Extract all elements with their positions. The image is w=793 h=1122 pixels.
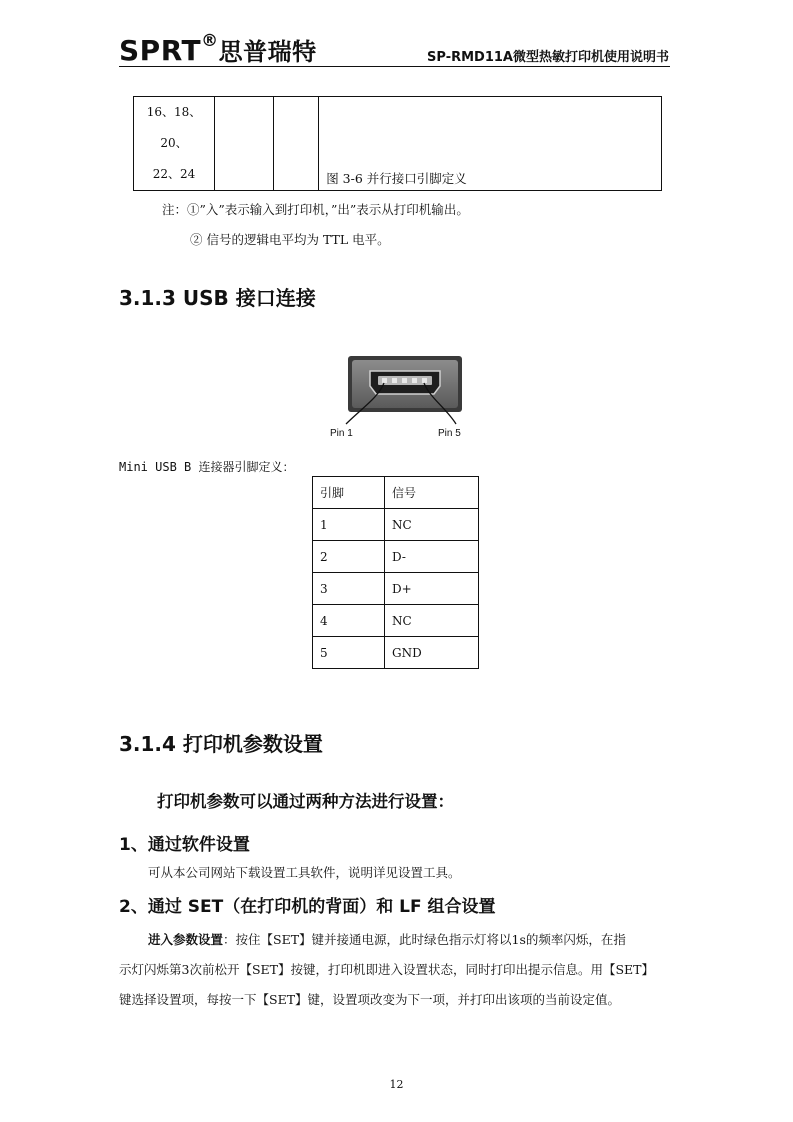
table-row (313, 637, 479, 669)
page-number: 12 (389, 1078, 404, 1091)
body-line: 键选择设置项，每按一下【SET】键，设置项改变为下一项，并打印出该项的当前设定值。 (119, 992, 621, 1007)
pin-cell: 2 (313, 541, 385, 573)
method1-text: 可从本公司网站下载设置工具软件，说明详见设置工具。 (148, 865, 461, 880)
section-heading-usb: 3.1.3 USB 接口连接 (119, 286, 316, 310)
mini-usb-connector-figure (320, 352, 480, 442)
method2-heading: 2、通过 SET（在打印机的背面）和 LF 组合设置 (119, 897, 496, 917)
table-row (313, 541, 479, 573)
note-direction: 注：①”入”表示输入到打印机，”出”表示从打印机输出。 (162, 202, 469, 217)
usb-pin-table (312, 476, 479, 669)
signal-cell: D- (385, 541, 479, 573)
brand-chinese: 思普瑞特 (218, 38, 317, 66)
method1-heading: 1、通过软件设置 (119, 835, 250, 855)
params-lead: 打印机参数可以通过两种方法进行设置： (157, 792, 454, 811)
body-line-text: ：按住【SET】键并接通电源，此时绿色指示灯将以1s的频率闪烁，在指 (223, 932, 626, 947)
section-heading-params: 3.1.4 打印机参数设置 (119, 732, 323, 756)
pin5-label: Pin 5 (438, 428, 461, 439)
document-title: SP-RMD11A微型热敏打印机使用说明书 (427, 50, 669, 65)
body-line (119, 925, 675, 955)
pin-cell: 3 (313, 573, 385, 605)
column-header-pin: 引脚 (313, 477, 385, 509)
signal-cell: NC (385, 605, 479, 637)
body-line: 示灯闪烁第3次前松开【SET】按键，打印机即进入设置状态，同时打印出提示信息。用【SET】 (119, 962, 655, 977)
pin1-label: Pin 1 (330, 428, 353, 439)
usb-connector-icon (320, 352, 480, 442)
pin-numbers-line: 16、18、20、 (146, 105, 202, 150)
brand-logo (119, 32, 317, 67)
table-row (313, 509, 479, 541)
enter-settings-label: 进入参数设置 (148, 932, 224, 947)
signal-cell: D+ (385, 573, 479, 605)
table-row (313, 573, 479, 605)
pin-cell: 4 (313, 605, 385, 637)
signal-cell: NC (385, 509, 479, 541)
usb-pin-intro: Mini USB B 连接器引脚定义： (119, 460, 295, 474)
table-header-row (313, 477, 479, 509)
pin-cell: 1 (313, 509, 385, 541)
pin-numbers-line: 22、24 (152, 167, 196, 181)
registered-mark: ® (201, 30, 219, 51)
header-divider (119, 66, 670, 67)
figure-caption: 图 3-6 并行接口引脚定义 (326, 171, 467, 186)
signal-cell: GND (385, 637, 479, 669)
column-header-signal: 信号 (385, 477, 479, 509)
table-row (313, 605, 479, 637)
method2-body (119, 925, 675, 1015)
brand-latin: SPRT (119, 34, 202, 67)
note-logic-level: ② 信号的逻辑电平均为 TTL 电平。 (190, 232, 390, 247)
pin-cell: 5 (313, 637, 385, 669)
